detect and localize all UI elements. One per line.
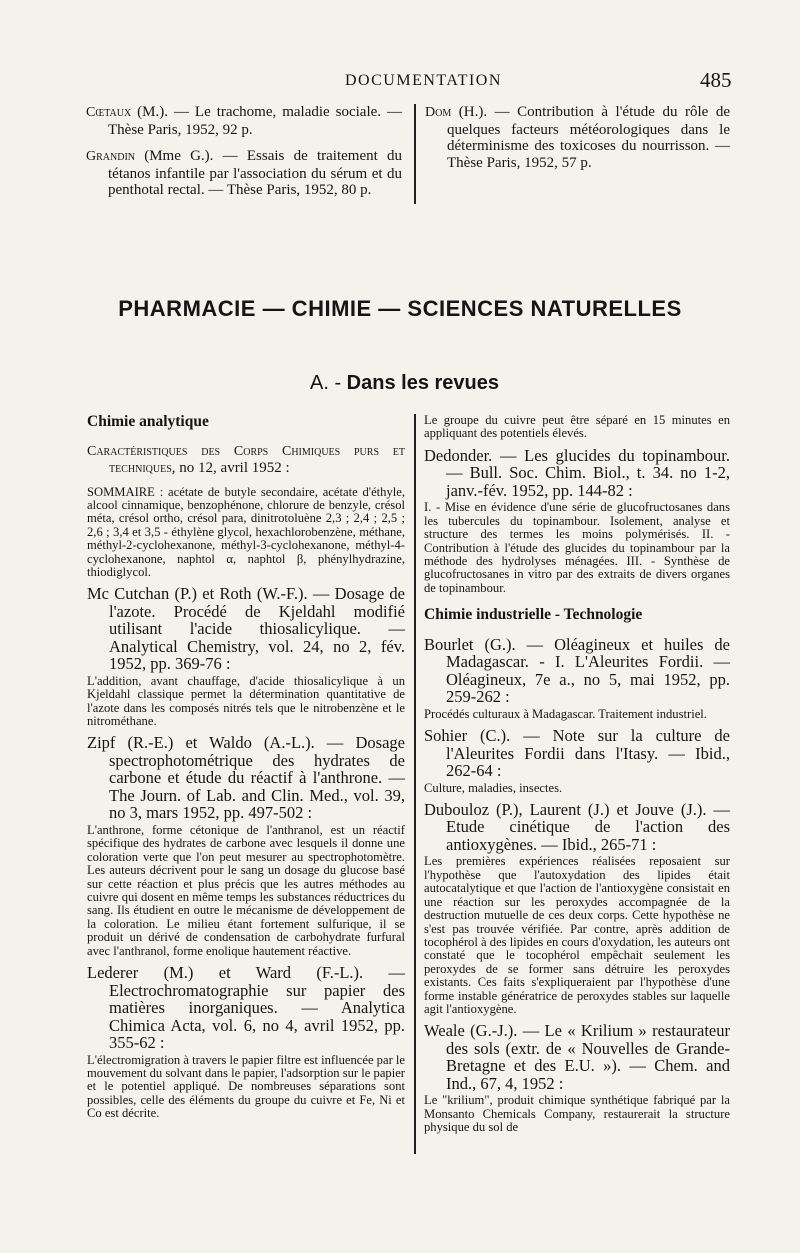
reference-abstract: Procédés culturaux à Madagascar. Traitement industriel. (424, 706, 707, 721)
reference-entry: Cœtaux (M.). — Le trachome, maladie sociale. — Thèse Paris, 1952, 92 p. (86, 104, 402, 138)
reference-citation: Weale (G.-J.). — Le « Krilium » restaurateur des sols (extr. de « Nouvelles de Grande-Bretagne et des E.U. »). — Chem. and Ind., 67, 4, 1952 : (424, 1021, 730, 1093)
reference-abstract: Culture, maladies, insectes. (424, 780, 563, 795)
top-left-column (86, 104, 402, 209)
reference-abstract-continued: Le groupe du cuivre peut être séparé en 15 minutes en appliquant des potentiels élevés. (424, 413, 730, 441)
page-number: 485 (700, 68, 732, 92)
column-divider (414, 104, 416, 204)
section-title: PHARMACIE — CHIMIE — SCIENCES NATURELLES (118, 296, 682, 321)
right-column (424, 414, 730, 1141)
reference-citation: Lederer (M.) et Ward (F.-L.). — Electrochromatographie sur papier des matières inorganiques. — Analytica Chimica Acta, vol. 6, no 4, avril 1952, pp. 355-62 : (87, 963, 405, 1053)
reference-abstract: SOMMAIRE : acétate de butyle secondaire, acétate d'éthyle, alcool cinnamique, benzophénone, chlorure de benzyle, crésol méta, crésol ortho, crésol para, dinitrotoluène 2,3 ; 2,4 ; 2,5 ; 2,6 ; 3,4 et 3,5 - éthylène glycol, hexachlorobenzène, méthane, méthyl-2-cyclohexanone, méthyl-3-cyclohexanone, méthyl-4-cyclohexanone, naphtol α, naphtol β, phénylhydrazine, thiodiglycol. (87, 484, 405, 579)
reference-entry: Dom (H.). — Contribution à l'étude du rôle de quelques facteurs météorologiques dans le déterminisme des toxicoses du nourrisson. — Thèse Paris, 1952, 57 p. (425, 104, 730, 171)
column-divider (414, 414, 416, 1154)
left-column (87, 414, 405, 1127)
reference-abstract: L'électromigration à travers le papier filtre est influencée par le mouvement du solvant dans le papier, l'adsorption sur le papier et le potentiel appliqué. De nombreuses séparations sont possibles, celle des éléments du groupe du cuivre et Fe, Ni et Co est décrite. (87, 1052, 406, 1121)
category-heading: Chimie analytique (87, 413, 209, 430)
reference-abstract: L'addition, avant chauffage, d'acide thiosalicylique à un Kjeldahl classique permet la détermination quantitative de l'azote dans les composés nitrés tels que le nitrobenzène et le nitrométhane. (87, 673, 405, 729)
reference-citation: Zipf (R.-E.) et Waldo (A.-L.). — Dosage spectrophotométrique des hydrates de carbone et étude du réactif à l'anthrone. — The Journ. of Lab. and Clin. Med., vol. 39, no 3, mars 1952, pp. 497-502 : (87, 733, 405, 823)
reference-citation: Caractéristiques des Corps Chimiques purs et techniques, no 12, avril 1952 : (87, 443, 405, 476)
top-right-column (425, 104, 730, 181)
reference-abstract: I. - Mise en évidence d'une série de glucofructosanes dans les tubercules du topinambour. Isolement, analyse et structure des termes les moins polymérisés. II. - Contribution à l'étude des glucides du topinambour par la méthode des hydrolyses ménagées. III. - Synthèse de glucofructosanes in vitro par des extraits de divers organes de topinambour. (424, 500, 730, 595)
category-heading: Chimie industrielle - Technologie (424, 606, 643, 624)
reference-citation: Bourlet (G.). — Oléagineux et huiles de Madagascar. - I. L'Aleurites Fordii. — Oléagineux, 7e a., no 5, mai 1952, pp. 259-262 : (424, 634, 730, 707)
reference-entry: Grandin (Mme G.). — Essais de traitement du tétanos infantile par l'association du sérum et du penthotal rectal. — Thèse Paris, 1952, 80 p. (86, 148, 402, 198)
reference-abstract: Les premières expériences réalisées reposaient sur l'hypothèse que l'autoxydation des lipides était autocatalytique et que l'action de l'antioxygène consistait en une réaction sur les peroxydes accompagnée de la destruction mutuelle de ces deux corps. Cette hypothèse ne s'est pas trouvée vérifiée. Par contre, après addition de tocophérol à des lipides en cours d'oxydation, les auteurs ont constaté que le tocophérol empêchait seulement les peroxydes de se former sans détruire les peroxydes existants. Ces faits s'expliqueraient par l'hypothèse d'une forme instable génératrice de peroxydes stables sur laquelle agit l'antioxygène. (424, 854, 730, 1016)
reference-citation: Dedonder. — Les glucides du topinambour. — Bull. Soc. Chim. Biol., t. 34. no 1-2, janv.-fév. 1952, pp. 144-82 : (424, 445, 730, 500)
subsection-heading: A. - Dans les revues (310, 372, 499, 394)
reference-abstract: Le "krilium", produit chimique synthétique fabriqué par la Monsanto Chemicals Company, restaurerait la structure physique du sol de (424, 1093, 730, 1135)
running-head (0, 70, 800, 94)
reference-citation: Sohier (C.). — Note sur la culture de l'Aleurites Fordii dans l'Itasy. — Ibid., 262-64 : (424, 726, 730, 781)
reference-abstract: L'anthrone, forme cétonique de l'anthranol, est un réactif spécifique des hydrates de carbone avec lesquels il donne une coloration verte que l'on peut mesurer au spectrophotomètre. Les auteurs décrivent pour le sang un dosage du glucose basé sur cette réaction et plus précis que les autres méthodes au cuivre qui dosent en même temps les substances réductrices du sang. Ils étudient en outre le mécanisme de développement de la coloration. Le milieu étant fortement sulfurique, il se produit un dérivé de condensation de carbohydrate furfural avec l'anthranol, forme enolique hautement réactive. (87, 822, 405, 958)
running-title: DOCUMENTATION (345, 72, 502, 89)
reference-citation: Dubouloz (P.), Laurent (J.) et Jouve (J.). — Etude cinétique de l'action des antioxygènes. — Ibid., 265-71 : (424, 799, 730, 854)
reference-citation: Mc Cutchan (P.) et Roth (W.-F.). — Dosage de l'azote. Procédé de Kjeldahl modifié utilisant l'acide thiosalicylique. — Analytical Chemistry, vol. 24, no 2, fév. 1952, pp. 369-76 : (87, 584, 405, 674)
